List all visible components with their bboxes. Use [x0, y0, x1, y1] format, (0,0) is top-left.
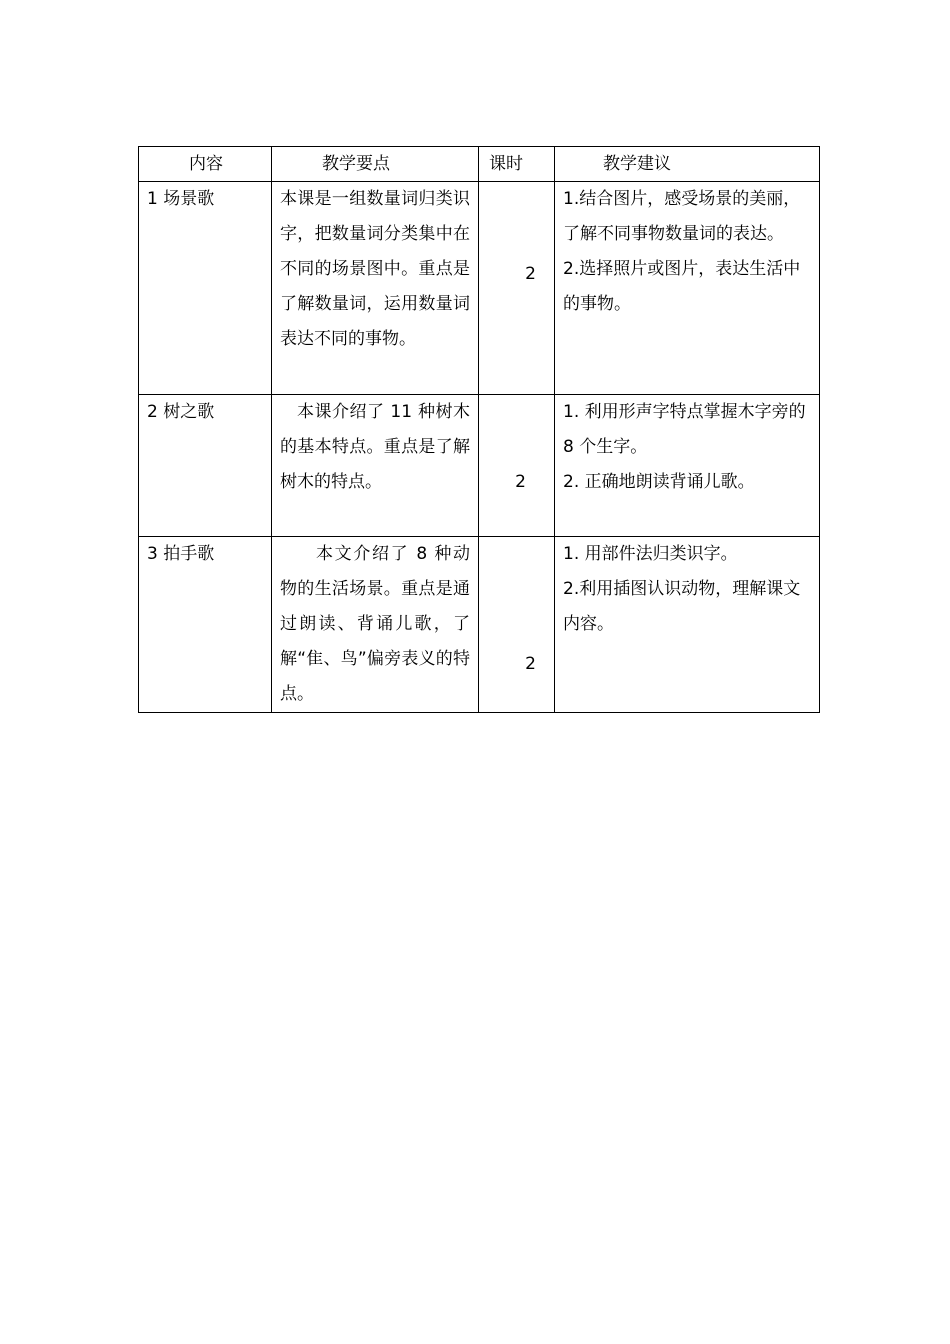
- header-hours: 课时: [479, 147, 555, 182]
- header-suggestions: 教学建议: [555, 147, 820, 182]
- table-row: [139, 395, 820, 537]
- lesson-hours: 2: [525, 654, 536, 674]
- lesson-key-points: [272, 182, 479, 395]
- key-points-text: 本课介绍了 11 种树木的基本特点。重点是了解树木的特点。: [280, 402, 470, 492]
- table-header-row: [139, 147, 820, 182]
- lesson-name: 1 场景歌: [139, 182, 272, 395]
- lesson-suggestions: [555, 537, 820, 713]
- lesson-hours: 2: [515, 472, 526, 492]
- lesson-key-points: [272, 537, 479, 713]
- lesson-hours-cell: [479, 395, 555, 537]
- lesson-key-points: [272, 395, 479, 537]
- lesson-suggestions: [555, 395, 820, 537]
- suggestion-item: 1.结合图片，感受场景的美丽，了解不同事物数量词的表达。: [563, 189, 801, 244]
- lesson-hours: 2: [525, 264, 536, 284]
- suggestion-item: 1. 用部件法归类识字。: [563, 544, 738, 564]
- header-content: 内容: [139, 147, 272, 182]
- suggestion-item: 2.利用插图认识动物，理解课文内容。: [563, 579, 801, 634]
- table-row: [139, 537, 820, 713]
- lesson-hours-cell: [479, 537, 555, 713]
- suggestion-item: 2.选择照片或图片，表达生活中的事物。: [563, 259, 801, 314]
- lesson-hours-cell: [479, 182, 555, 395]
- key-points-text: 本课是一组数量词归类识字，把数量词分类集中在不同的场景图中。重点是了解数量词，运用数量词表达不同的事物。: [280, 189, 470, 349]
- teaching-plan-table: [138, 146, 820, 713]
- table-row: [139, 182, 820, 395]
- suggestion-item: 2. 正确地朗读背诵儿歌。: [563, 472, 755, 492]
- lesson-name: 3 拍手歌: [139, 537, 272, 713]
- header-key-points: 教学要点: [272, 147, 479, 182]
- lesson-name: 2 树之歌: [139, 395, 272, 537]
- key-points-text: 本文介绍了 8 种动物的生活场景。重点是通过朗读、背诵儿歌，了解“隹、鸟”偏旁表义的特点。: [280, 544, 470, 704]
- lesson-suggestions: [555, 182, 820, 395]
- suggestion-item: 1. 利用形声字特点掌握木字旁的 8 个生字。: [563, 402, 806, 457]
